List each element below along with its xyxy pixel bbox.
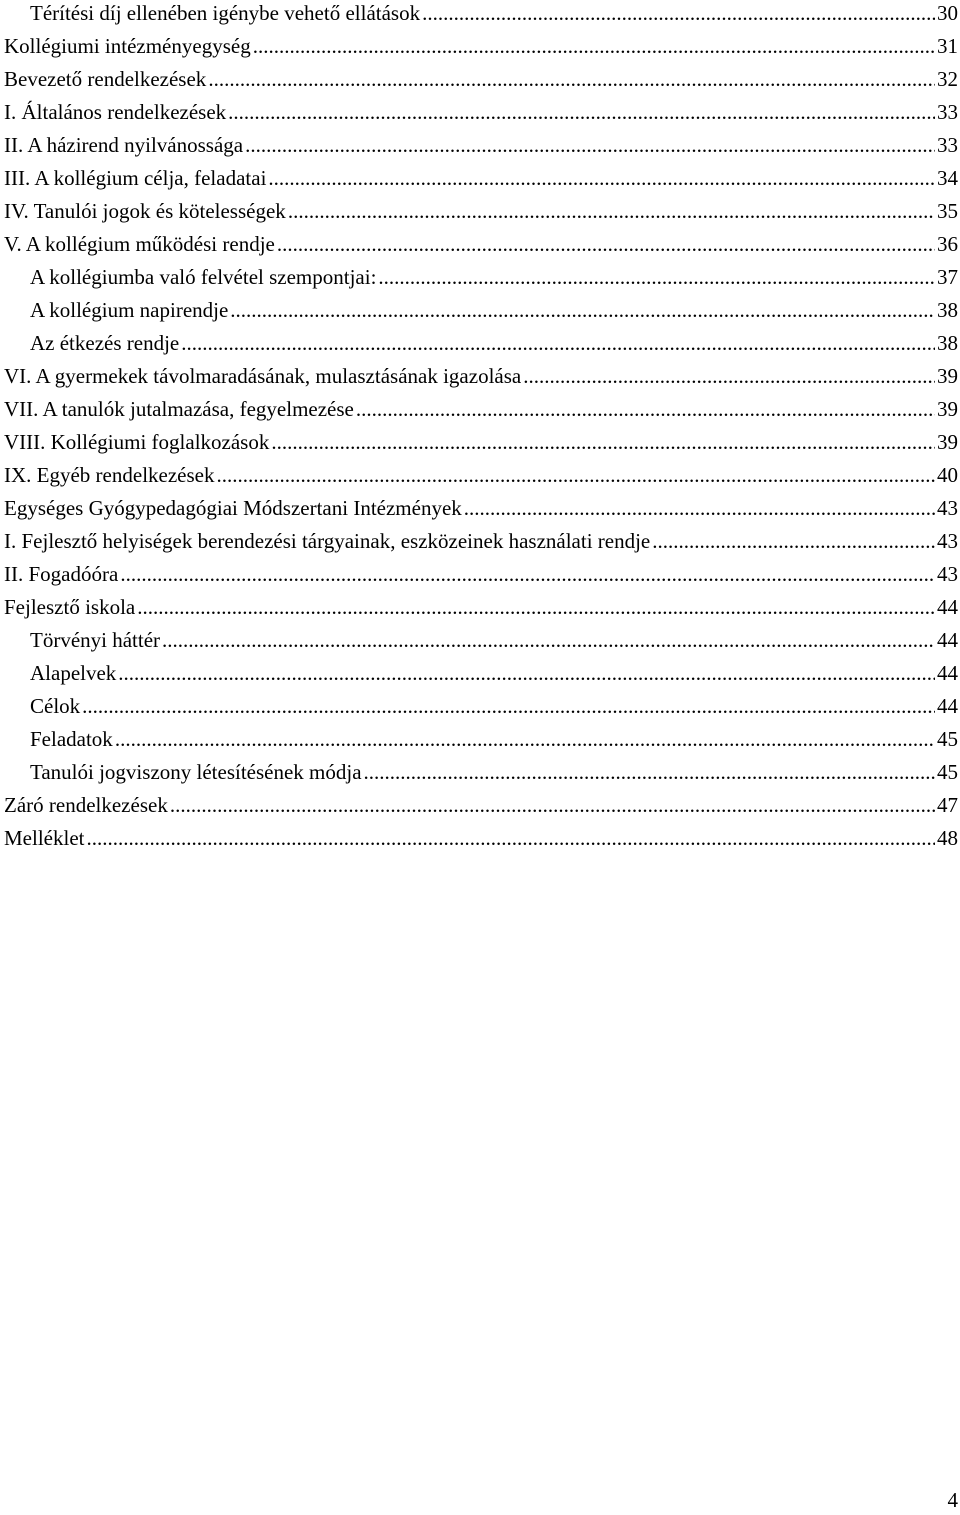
toc-entry-title: Tanulói jogviszony létesítésének módja [0, 759, 364, 785]
toc-entry-page: 44 [937, 661, 958, 685]
toc-entry-page: 31 [937, 34, 958, 58]
toc-entry-page: 39 [937, 364, 958, 388]
toc-entry-page: 32 [937, 67, 958, 91]
toc-entry-title: III. A kollégium célja, feladatai [0, 165, 268, 191]
toc-entry-page: 33 [937, 133, 958, 157]
toc-entry[interactable] [0, 792, 960, 825]
toc-entry[interactable] [0, 0, 960, 33]
toc-entry-page: 30 [937, 1, 958, 25]
toc-entry-title: I. Általános rendelkezések [0, 99, 228, 125]
toc-dot-leader [523, 363, 935, 389]
toc-entry[interactable] [0, 330, 960, 363]
toc-entry[interactable] [0, 165, 960, 198]
toc-entry-page: 40 [937, 463, 958, 487]
toc-entry[interactable] [0, 66, 960, 99]
toc-entry-title: Törvényi háttér [0, 627, 162, 653]
toc-dot-leader [288, 198, 935, 224]
toc-entry[interactable] [0, 396, 960, 429]
toc-dot-leader [464, 495, 935, 521]
toc-entry-page: 45 [937, 727, 958, 751]
toc-entry[interactable] [0, 264, 960, 297]
toc-entry-page: 39 [937, 397, 958, 421]
toc-dot-leader [86, 825, 935, 851]
toc-entry[interactable] [0, 759, 960, 792]
toc-entry[interactable] [0, 594, 960, 627]
toc-entry-page: 43 [937, 496, 958, 520]
toc-entry[interactable] [0, 132, 960, 165]
toc-entry[interactable] [0, 429, 960, 462]
toc-entry[interactable] [0, 33, 960, 66]
toc-entry-title: Fejlesztő iskola [0, 594, 137, 620]
toc-entry-title: Térítési díj ellenében igénybe vehető ellátások [0, 0, 422, 26]
toc-entry-page: 44 [937, 595, 958, 619]
toc-entry-title: Bevezető rendelkezések [0, 66, 208, 92]
toc-entry-page: 38 [937, 298, 958, 322]
toc-dot-leader [162, 627, 935, 653]
toc-entry[interactable] [0, 528, 960, 561]
toc-dot-leader [118, 660, 935, 686]
toc-entry-page: 34 [937, 166, 958, 190]
toc-entry-page: 45 [937, 760, 958, 784]
toc-dot-leader [253, 33, 935, 59]
toc-entry-page: 48 [937, 826, 958, 850]
toc-entry[interactable] [0, 99, 960, 132]
toc-entry[interactable] [0, 561, 960, 594]
toc-entry-title: Feladatok [0, 726, 115, 752]
toc-dot-leader [277, 231, 935, 257]
toc-dot-leader [181, 330, 935, 356]
toc-entry-page: 36 [937, 232, 958, 256]
toc-entry-page: 39 [937, 430, 958, 454]
toc-entry-title: VIII. Kollégiumi foglalkozások [0, 429, 271, 455]
toc-entry-title: Célok [0, 693, 82, 719]
toc-entry[interactable] [0, 198, 960, 231]
toc-entry-title: IX. Egyéb rendelkezések [0, 462, 216, 488]
toc-dot-leader [115, 726, 935, 752]
toc-dot-leader [120, 561, 935, 587]
toc-entry-page: 43 [937, 529, 958, 553]
toc-dot-leader [271, 429, 935, 455]
toc-entry[interactable] [0, 726, 960, 759]
toc-entry[interactable] [0, 660, 960, 693]
toc-entry[interactable] [0, 495, 960, 528]
toc-entry[interactable] [0, 693, 960, 726]
toc-dot-leader [422, 0, 935, 26]
toc-dot-leader [245, 132, 935, 158]
toc-entry[interactable] [0, 825, 960, 858]
toc-dot-leader [82, 693, 935, 719]
toc-dot-leader [268, 165, 935, 191]
toc-entry[interactable] [0, 462, 960, 495]
toc-entry-title: Záró rendelkezések [0, 792, 170, 818]
toc-dot-leader [216, 462, 935, 488]
toc-entry-page: 47 [937, 793, 958, 817]
toc-entry-title: V. A kollégium működési rendje [0, 231, 277, 257]
toc-dot-leader [137, 594, 935, 620]
toc-entry[interactable] [0, 363, 960, 396]
toc-entry[interactable] [0, 297, 960, 330]
toc-entry-title: Egységes Gyógypedagógiai Módszertani Intézmények [0, 495, 464, 521]
toc-entry-page: 35 [937, 199, 958, 223]
toc-entry-title: Kollégiumi intézményegység [0, 33, 253, 59]
toc-dot-leader [364, 759, 935, 785]
toc-dot-leader [228, 99, 935, 125]
toc-entry-title: VII. A tanulók jutalmazása, fegyelmezése [0, 396, 356, 422]
toc-entry-title: I. Fejlesztő helyiségek berendezési tárgyainak, eszközeinek használati rendje [0, 528, 652, 554]
toc-entry-title: IV. Tanulói jogok és kötelességek [0, 198, 288, 224]
toc-entry-page: 44 [937, 628, 958, 652]
toc-entry[interactable] [0, 627, 960, 660]
toc-entry-title: A kollégiumba való felvétel szempontjai: [0, 264, 378, 290]
toc-dot-leader [356, 396, 935, 422]
toc-entry-page: 33 [937, 100, 958, 124]
page-number: 4 [947, 1488, 958, 1512]
toc-entry-title: II. A házirend nyilvánossága [0, 132, 245, 158]
toc-dot-leader [208, 66, 935, 92]
toc-dot-leader [378, 264, 935, 290]
toc-entry-title: Az étkezés rendje [0, 330, 181, 356]
toc-entry-page: 38 [937, 331, 958, 355]
toc-entry[interactable] [0, 231, 960, 264]
toc-entry-title: A kollégium napirendje [0, 297, 230, 323]
toc-entry-page: 37 [937, 265, 958, 289]
toc-entry-title: VI. A gyermekek távolmaradásának, mulasztásának igazolása [0, 363, 523, 389]
toc-entry-title: Alapelvek [0, 660, 118, 686]
toc-entry-page: 43 [937, 562, 958, 586]
toc-dot-leader [170, 792, 935, 818]
toc-entry-title: Melléklet [0, 825, 86, 851]
toc-entry-title: II. Fogadóóra [0, 561, 120, 587]
toc-dot-leader [230, 297, 935, 323]
toc-dot-leader [652, 528, 935, 554]
toc-entry-page: 44 [937, 694, 958, 718]
